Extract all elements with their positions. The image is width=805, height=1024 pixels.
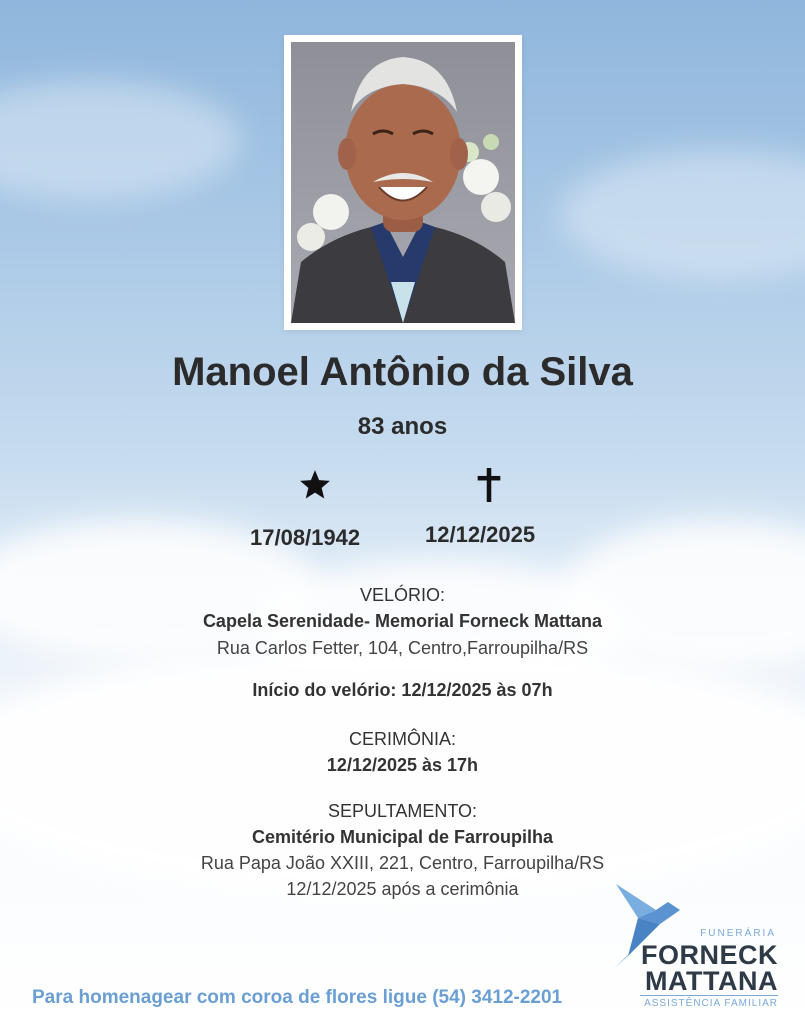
- deceased-name: Manoel Antônio da Silva: [172, 350, 633, 394]
- sepultamento-heading: SEPULTAMENTO:: [327, 801, 478, 821]
- cerimonia-heading: CERIMÔNIA:: [348, 729, 456, 749]
- death-date: 12/12/2025: [425, 522, 536, 547]
- star-icon: [298, 468, 332, 502]
- sepultamento-time: 12/12/2025 após a cerimônia: [286, 879, 519, 899]
- cerimonia-time: 12/12/2025 às 17h: [326, 755, 479, 775]
- velorio-heading: VELÓRIO:: [359, 585, 446, 605]
- deceased-age: 83 anos: [357, 413, 448, 440]
- logo-top-label: FUNERÁRIA: [700, 928, 776, 939]
- birth-date: 17/08/1942: [250, 525, 361, 550]
- logo-bottom-label: ASSISTÊNCIA FAMILIAR: [640, 995, 778, 1009]
- sepultamento-address: Rua Papa João XXIII, 221, Centro, Farroupilha/RS: [200, 853, 605, 873]
- portrait-frame: [284, 35, 522, 330]
- company-logo: [608, 880, 778, 1015]
- velorio-place: Capela Serenidade- Memorial Forneck Mattana: [202, 611, 603, 631]
- velorio-address: Rua Carlos Fetter, 104, Centro,Farroupilha/RS: [216, 638, 589, 658]
- cross-icon: [476, 468, 502, 502]
- logo-line2: MATTANA: [645, 966, 778, 996]
- velorio-start: Início do velório: 12/12/2025 às 07h: [252, 680, 553, 700]
- portrait-photo: [291, 42, 515, 323]
- sepultamento-place: Cemitério Municipal de Farroupilha: [251, 827, 554, 847]
- logo-line1: FORNECK: [641, 940, 778, 970]
- footer-contact: Para homenagear com coroa de flores ligue (54) 3412-2201: [32, 987, 563, 1008]
